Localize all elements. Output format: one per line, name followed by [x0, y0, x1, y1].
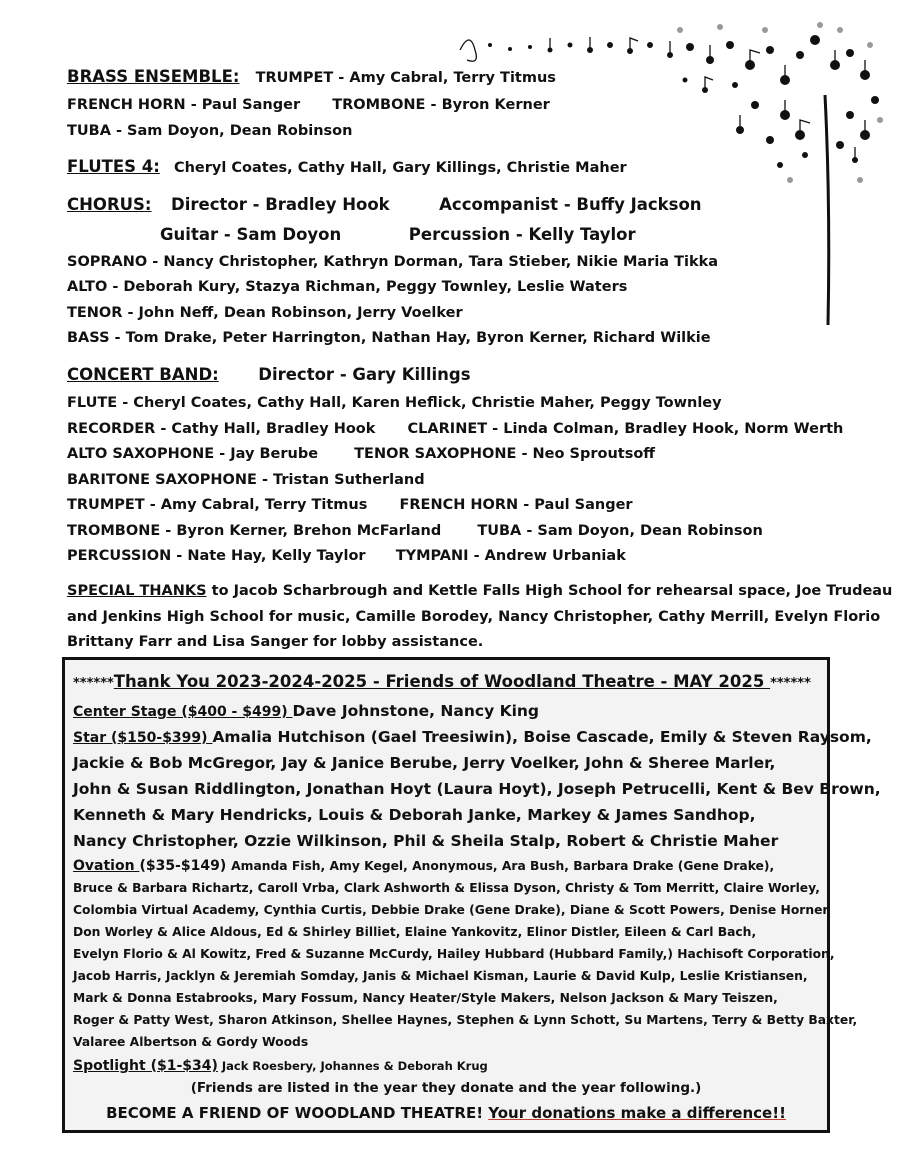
band-percussion: PERCUSSION - Nate Hay, Kelly Taylor: [67, 548, 366, 564]
band-line-1: [67, 366, 471, 384]
thanks-text-1: to Jacob Scharbrough and Kettle Falls High School for rehearsal space, Joe Trudeau: [206, 583, 893, 599]
band-line-6: [67, 496, 633, 514]
star-names-3: John & Susan Riddlington, Jonathan Hoyt (Laura Hoyt), Joseph Petrucelli, Kent & Bev Brown,: [73, 780, 881, 798]
chorus-guitar: Guitar - Sam Doyon: [160, 225, 342, 244]
ovation-label: Ovation: [73, 858, 140, 874]
band-heading: CONCERT BAND:: [67, 365, 219, 384]
band-alto-sax: ALTO SAXOPHONE - Jay Berube: [67, 446, 319, 462]
ovation-names-4: Don Worley & Alice Aldous, Ed & Shirley Billiet, Elaine Yankovitz, Elinor Distler, Eileen & Carl Bach,: [73, 925, 757, 939]
star-names-2: Jackie & Bob McGregor, Jay & Janice Berube, Jerry Voelker, John & Sheree Marler,: [73, 754, 776, 772]
chorus-line-2: [160, 226, 636, 244]
band-recorder: RECORDER - Cathy Hall, Bradley Hook: [67, 421, 376, 437]
friends-title-line: [73, 672, 811, 691]
chorus-line-1: [67, 196, 702, 214]
cta-become-friend: BECOME A FRIEND OF WOODLAND THEATRE!: [106, 1104, 489, 1122]
ovation-names-5: Evelyn Florio & Al Kowitz, Fred & Suzanne McCurdy, Hailey Hubbard (Hubbard Family,) Hachisoft Corporation,: [73, 947, 835, 961]
flutes-members: Cheryl Coates, Cathy Hall, Gary Killings, Christie Maher: [173, 160, 627, 176]
chorus-heading: CHORUS:: [67, 195, 152, 214]
chorus-alto: ALTO - Deborah Kury, Stazya Richman, Peggy Townley, Leslie Waters: [67, 279, 628, 295]
star-range: ($150-$399): [111, 730, 213, 746]
band-director: Director - Gary Killings: [258, 365, 471, 384]
star-names-5: Nancy Christopher, Ozzie Wilkinson, Phil & Sheila Stalp, Robert & Christie Maher: [73, 832, 779, 850]
cta-donations: Your donations make a difference!!: [488, 1104, 786, 1122]
star-label: Star: [73, 730, 112, 746]
spotlight-label: Spotlight ($1-$34): [73, 1058, 218, 1074]
brass-tuba: TUBA - Sam Doyon, Dean Robinson: [67, 123, 353, 139]
brass-trombone: TROMBONE - Byron Kerner: [332, 97, 550, 113]
band-line-8: [67, 547, 626, 565]
spotlight-line: [73, 1056, 488, 1077]
band-clarinet: CLARINET - Linda Colman, Bradley Hook, Norm Werth: [407, 421, 844, 437]
band-flute: FLUTE - Cheryl Coates, Cathy Hall, Karen Heflick, Christie Maher, Peggy Townley: [67, 395, 722, 411]
ovation-range: ($35-$149): [139, 858, 232, 874]
brass-line-1: [67, 68, 556, 87]
thanks-line-1: [67, 582, 892, 600]
chorus-director: Director - Bradley Hook: [171, 195, 390, 214]
ovation-names-7: Mark & Donna Estabrooks, Mary Fossum, Nancy Heater/Style Makers, Nelson Jackson & Mary Teiszen,: [73, 991, 778, 1005]
thanks-text-2: and Jenkins High School for music, Camille Borodey, Nancy Christopher, Cathy Merrill, Evelyn Florio: [67, 609, 881, 625]
chorus-percussion: Percussion - Kelly Taylor: [408, 225, 636, 244]
band-french-horn: FRENCH HORN - Paul Sanger: [399, 497, 633, 513]
ovation-names-1: Amanda Fish, Amy Kegel, Anonymous, Ara Bush, Barbara Drake (Gene Drake),: [231, 859, 775, 873]
center-stage-names: Dave Johnstone, Nancy King: [292, 702, 540, 720]
band-trumpet: TRUMPET - Amy Cabral, Terry Titmus: [67, 497, 368, 513]
brass-heading: BRASS ENSEMBLE:: [67, 67, 240, 86]
flutes-heading: FLUTES 4:: [67, 157, 160, 176]
band-line-3: [67, 420, 843, 438]
star-names-4: Kenneth & Mary Hendricks, Louis & Deborah Janke, Markey & James Sandhop,: [73, 806, 756, 824]
center-stage-label: Center Stage ($400 - $499): [73, 704, 293, 720]
friends-box: [62, 657, 881, 1133]
band-trombone: TROMBONE - Byron Kerner, Brehon McFarland: [67, 523, 442, 539]
friends-note: (Friends are listed in the year they donate and the year following.): [190, 1080, 702, 1096]
friends-cta: [65, 1104, 827, 1122]
chorus-bass: BASS - Tom Drake, Peter Harrington, Nathan Hay, Byron Kerner, Richard Wilkie: [67, 330, 711, 346]
brass-line-2: [67, 96, 550, 114]
ovation-names-6: Jacob Harris, Jacklyn & Jeremiah Somday, Janis & Michael Kisman, Laurie & David Kulp, Leslie Kristiansen,: [73, 969, 808, 983]
star-line-1: [73, 725, 872, 751]
chorus-tenor: TENOR - John Neff, Dean Robinson, Jerry Voelker: [67, 305, 463, 321]
flutes-line: [67, 158, 627, 177]
brass-trumpet: TRUMPET - Amy Cabral, Terry Titmus: [255, 70, 556, 86]
friends-stars-left: ******: [73, 676, 114, 691]
thanks-text-3: Brittany Farr and Lisa Sanger for lobby assistance.: [67, 634, 484, 650]
band-tympani: TYMPANI - Andrew Urbaniak: [395, 548, 626, 564]
friends-stars-right: ******: [770, 676, 811, 691]
star-names-1: Amalia Hutchison (Gael Treesiwin), Boise Cascade, Emily & Steven Raysom,: [212, 728, 872, 746]
band-bari-sax: BARITONE SAXOPHONE - Tristan Sutherland: [67, 472, 425, 488]
ovation-names-2: Bruce & Barbara Richartz, Caroll Vrba, Clark Ashworth & Elissa Dyson, Christy & Tom Merritt, Claire Worley,: [73, 881, 820, 895]
band-line-4: [67, 445, 655, 463]
spotlight-names: Jack Roesbery, Johannes & Deborah Krug: [217, 1059, 488, 1073]
ovation-names-8: Roger & Patty West, Sharon Atkinson, Shellee Haynes, Stephen & Lynn Schott, Su Martens, Terry & Betty Baxter,: [73, 1013, 858, 1027]
ovation-names-9: Valaree Albertson & Gordy Woods: [73, 1035, 309, 1049]
thanks-heading: SPECIAL THANKS: [67, 583, 207, 599]
chorus-soprano: SOPRANO - Nancy Christopher, Kathryn Dorman, Tara Stieber, Nikie Maria Tikka: [67, 254, 719, 270]
ovation-names-3: Colombia Virtual Academy, Cynthia Curtis, Debbie Drake (Gene Drake), Diane & Scott Powers, Denise Horner,: [73, 903, 832, 917]
band-tuba: TUBA - Sam Doyon, Dean Robinson: [477, 523, 763, 539]
band-line-7: [67, 522, 763, 540]
brass-french-horn: FRENCH HORN - Paul Sanger: [67, 97, 301, 113]
chorus-accompanist: Accompanist - Buffy Jackson: [439, 195, 702, 214]
friends-title: Thank You 2023-2024-2025 - Friends of Woodland Theatre - MAY 2025: [113, 672, 771, 691]
center-stage-line: [73, 699, 539, 725]
ovation-line-1: [73, 856, 774, 877]
band-tenor-sax: TENOR SAXOPHONE - Neo Sproutsoff: [354, 446, 656, 462]
